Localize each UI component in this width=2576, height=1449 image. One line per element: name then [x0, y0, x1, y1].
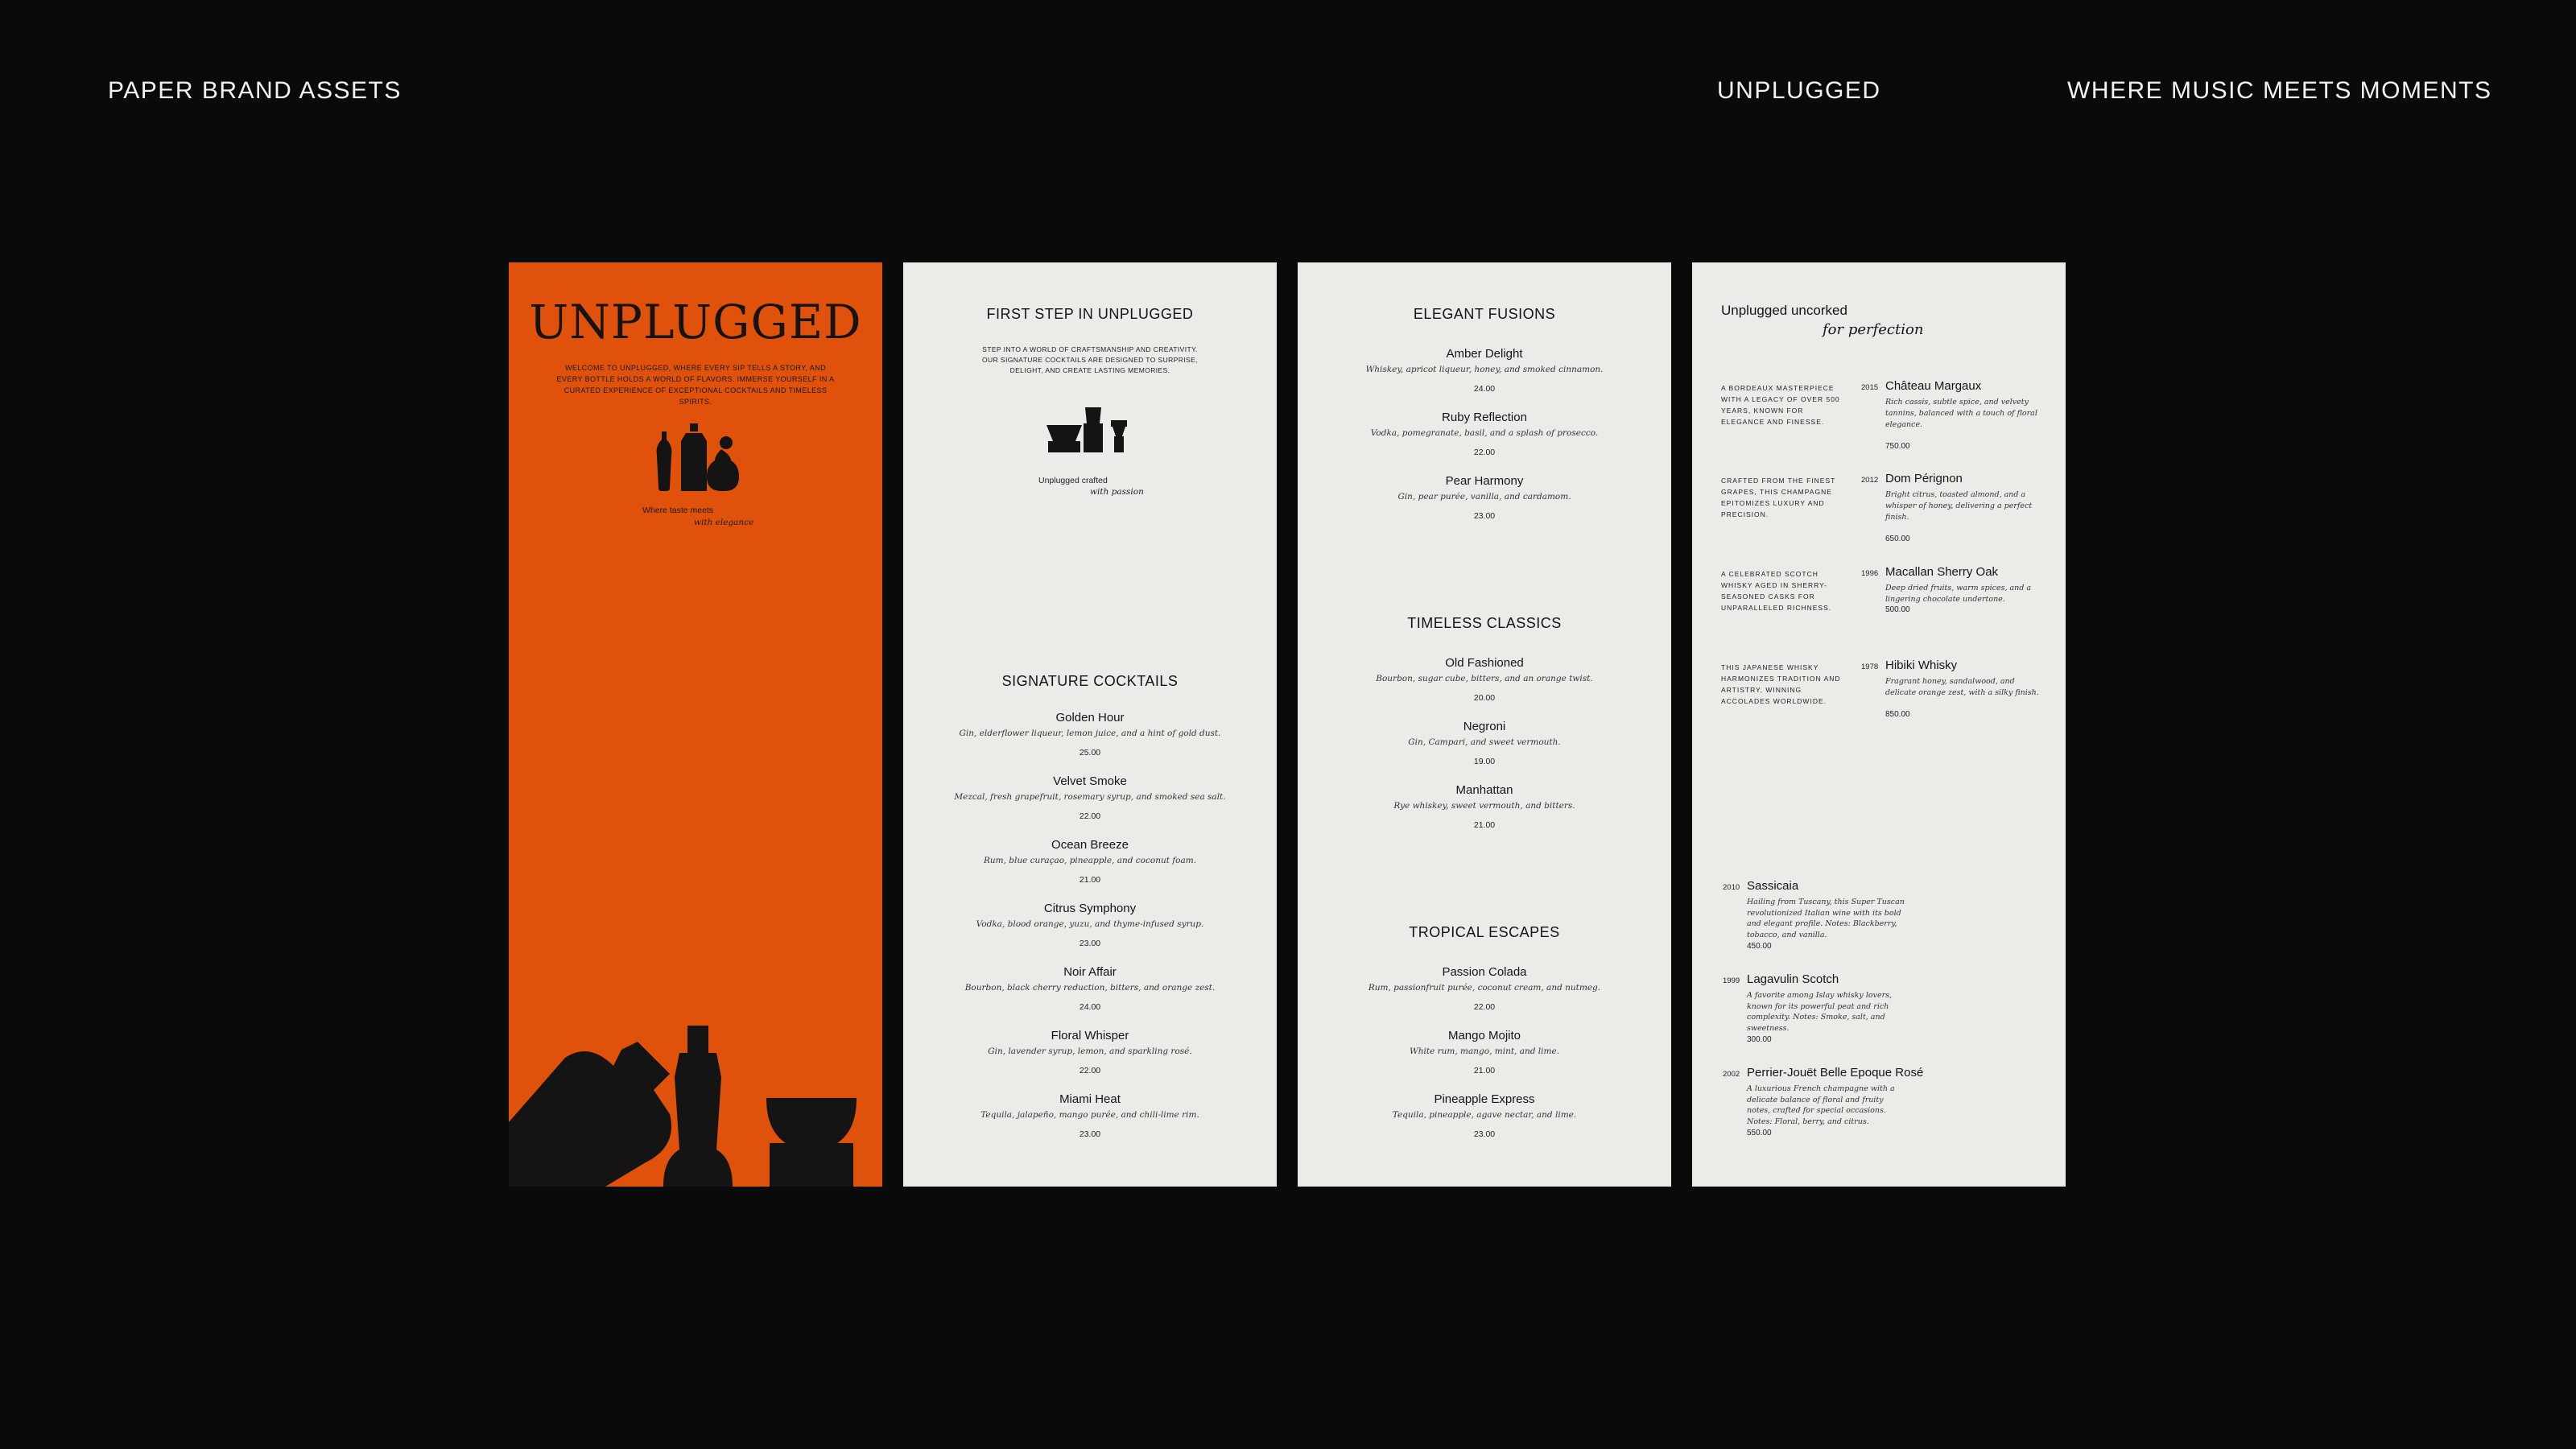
menu1-intro: STEP INTO A WORLD OF CRAFTSMANSHIP AND CREATIVITY. OUR SIGNATURE COCKTAILS ARE DESIGNED TO SURPRISE, DELIGHT, AND CREATE LASTING MEMORIES. — [982, 345, 1198, 374]
menu-item-price: 24.00 — [1473, 384, 1496, 394]
wine-entry — [1692, 472, 2066, 560]
menu-item-name: Negroni — [1463, 720, 1506, 733]
menu-item — [903, 964, 1277, 1012]
menu-item — [1298, 473, 1671, 521]
menu-item-price: 19.00 — [1473, 757, 1496, 766]
menu-item-name: Noir Affair — [1063, 965, 1117, 979]
wine-price: 450.00 — [1747, 942, 1772, 951]
menu-item — [1298, 410, 1671, 457]
menu-item-desc: Gin, Campari, and sweet vermouth. — [1408, 737, 1561, 747]
wine-entry — [1692, 972, 2066, 1061]
cover-card — [509, 262, 882, 1187]
wine-note: Rich cassis, subtle spice, and velvety tannins, balanced with a touch of floral elegance. — [1885, 398, 2037, 429]
wine-note: A favorite among Islay whisky lovers, known for its powerful peat and rich complexity. Notes: Smoke, salt, and sweetness. — [1747, 991, 1893, 1033]
wine-entry — [1692, 658, 2066, 747]
menu-item-price: 24.00 — [1079, 1002, 1101, 1012]
header-left-label: PAPER BRAND ASSETS — [108, 77, 402, 104]
menu-item-price: 23.00 — [1473, 1129, 1496, 1139]
wine-desc: CRAFTED FROM THE FINEST GRAPES, THIS CHAMPAGNE EPITOMIZES LUXURY AND PRECISION. — [1721, 477, 1836, 518]
wine-name: Hibiki Whisky — [1885, 658, 1958, 672]
menu1-tagline-1: Unplugged crafted — [1038, 476, 1108, 485]
wine-entry — [1692, 379, 2066, 468]
menu-item-name: Pear Harmony — [1445, 474, 1524, 488]
menu-item-desc: Tequila, jalapeño, mango purée, and chili-lime rim. — [980, 1110, 1199, 1120]
menu-item — [1298, 719, 1671, 766]
menu-item — [903, 1028, 1277, 1075]
large-bottle-illustration-icon — [509, 985, 882, 1187]
wine-name: Lagavulin Scotch — [1747, 972, 1839, 986]
menu-item — [1298, 782, 1671, 830]
menu-item-price: 22.00 — [1473, 448, 1496, 457]
menu-item-name: Mango Mojito — [1447, 1029, 1521, 1042]
wine-year: 2015 — [1861, 383, 1879, 392]
menu-item-desc: Gin, lavender syrup, lemon, and sparkling rosé. — [988, 1046, 1192, 1056]
menu-item-desc: Rum, blue curaçao, pineapple, and coconut foam. — [983, 856, 1197, 865]
menu1-section-title: SIGNATURE COCKTAILS — [1001, 673, 1179, 689]
menu-card-wines — [1692, 262, 2066, 1187]
menu-card-fusions — [1298, 262, 1671, 1187]
menu-item-desc: Vodka, blood orange, yuzu, and thyme-infused syrup. — [976, 919, 1204, 929]
wine-price: 650.00 — [1885, 535, 1910, 543]
menu-item-name: Old Fashioned — [1445, 656, 1524, 670]
wine-note: Deep dried fruits, warm spices, and a lingering chocolate undertone. — [1885, 584, 2032, 604]
menu-item-price: 23.00 — [1079, 1129, 1101, 1139]
wine-year: 1996 — [1861, 569, 1879, 578]
menu-item — [903, 1092, 1277, 1139]
menu3-heading-2: for perfection — [1823, 321, 1924, 338]
menu-item-desc: Gin, elderflower liqueur, lemon juice, and a hint of gold dust. — [959, 729, 1221, 738]
cover-tagline-2: with elegance — [694, 518, 754, 527]
wine-price: 750.00 — [1885, 442, 1910, 451]
wine-note: Fragrant honey, sandalwood, and delicate orange zest, with a silky finish. — [1885, 677, 2039, 697]
menu-item-name: Citrus Symphony — [1043, 902, 1137, 915]
menu-item-desc: Rye whiskey, sweet vermouth, and bitters. — [1393, 801, 1575, 811]
wine-year: 2012 — [1861, 476, 1879, 485]
cocktail-glasses-icon — [1040, 399, 1140, 464]
wine-price: 500.00 — [1885, 605, 1910, 614]
menu-item-desc: Whiskey, apricot liqueur, honey, and smoked cinnamon. — [1365, 365, 1604, 374]
menu-item-price: 21.00 — [1079, 875, 1101, 885]
wine-year: 2010 — [1723, 883, 1740, 892]
menu1-tagline-2: with passion — [1090, 487, 1144, 497]
menu-item-price: 21.00 — [1473, 820, 1496, 830]
menu-item-desc: Mezcal, fresh grapefruit, rosemary syrup, and smoked sea salt. — [954, 792, 1226, 802]
wine-year: 1999 — [1723, 976, 1740, 985]
menu-item-price: 23.00 — [1473, 511, 1496, 521]
wine-year: 2002 — [1723, 1070, 1740, 1079]
menu-item-desc: Rum, passionfruit purée, coconut cream, and nutmeg. — [1368, 983, 1601, 993]
wine-name: Sassicaia — [1747, 879, 1799, 893]
cover-brand-title: UNPLUGGED — [529, 295, 862, 349]
wine-name: Macallan Sherry Oak — [1885, 565, 1999, 579]
header-right-label: WHERE MUSIC MEETS MOMENTS — [2067, 77, 2492, 104]
wine-note: A luxurious French champagne with a delicate balance of floral and fruity notes, crafted for special occasions. Notes: Floral, berry, and citrus. — [1747, 1084, 1895, 1126]
menu-item-desc: Gin, pear purée, vanilla, and cardamom. — [1397, 492, 1571, 502]
menu-item-name: Golden Hour — [1055, 711, 1125, 724]
menu-item — [903, 710, 1277, 758]
cover-tagline-1: Where taste meets — [642, 506, 714, 515]
menu-item-name: Manhattan — [1455, 783, 1513, 797]
wine-desc: A CELEBRATED SCOTCH WHISKY AGED IN SHERRY-SEASONED CASKS FOR UNPARALLELED RICHNESS. — [1721, 570, 1832, 612]
wine-price: 300.00 — [1747, 1035, 1772, 1044]
menu-item-price: 22.00 — [1079, 811, 1101, 821]
wine-name: Château Margaux — [1885, 379, 1982, 393]
menu2-section-title: TROPICAL ESCAPES — [1409, 924, 1560, 940]
wine-price: 850.00 — [1885, 710, 1910, 719]
menu-item-desc: White rum, mango, mint, and lime. — [1409, 1046, 1560, 1056]
wine-entry — [1692, 565, 2066, 654]
wine-year: 1978 — [1861, 663, 1879, 671]
menu-item-name: Ruby Reflection — [1442, 411, 1527, 424]
menu-item-desc: Bourbon, black cherry reduction, bitters, and orange zest. — [964, 983, 1216, 993]
menu-item-price: 20.00 — [1473, 693, 1496, 703]
menu-item — [1298, 346, 1671, 394]
wine-price: 550.00 — [1747, 1129, 1772, 1137]
menu-item — [903, 837, 1277, 885]
menu-item-price: 21.00 — [1473, 1066, 1496, 1075]
menu-item — [1298, 655, 1671, 703]
menu3-heading-1: Unplugged uncorked — [1721, 303, 1847, 318]
menu-item-name: Miami Heat — [1059, 1092, 1121, 1106]
wine-entry — [1692, 1066, 2066, 1154]
wine-note: Hailing from Tuscany, this Super Tuscan revolutionized Italian wine with its bold and elegant profile. Notes: Blackberry, tobacco, and vanilla. — [1747, 898, 1905, 939]
menu-item-desc: Tequila, pineapple, agave nectar, and lime. — [1392, 1110, 1577, 1120]
menu-item — [1298, 964, 1671, 1012]
wine-desc: THIS JAPANESE WHISKY HARMONIZES TRADITION AND ARTISTRY, WINNING ACCOLADES WORLDWIDE. — [1721, 663, 1841, 705]
menu-item — [1298, 1028, 1671, 1075]
menu-item-price: 25.00 — [1079, 748, 1101, 758]
menu-item — [903, 901, 1277, 948]
menu1-title: FIRST STEP IN UNPLUGGED — [986, 306, 1194, 322]
menu-item-name: Velvet Smoke — [1053, 774, 1127, 788]
wine-name: Dom Pérignon — [1885, 472, 1963, 485]
menu-item-desc: Vodka, pomegranate, basil, and a splash of prosecco. — [1370, 428, 1599, 438]
header-center-label: UNPLUGGED — [1717, 77, 1881, 104]
wine-name: Perrier-Jouët Belle Epoque Rosé — [1747, 1066, 1924, 1080]
menu-item-name: Floral Whisper — [1051, 1029, 1129, 1042]
wine-entry — [1692, 879, 2066, 968]
menu-item-name: Passion Colada — [1442, 965, 1527, 979]
menu-item-price: 22.00 — [1473, 1002, 1496, 1012]
menu-item-name: Ocean Breeze — [1051, 838, 1129, 852]
menu-item-name: Pineapple Express — [1434, 1092, 1535, 1106]
menu2-section-title: TIMELESS CLASSICS — [1407, 615, 1562, 631]
menu2-section-title: ELEGANT FUSIONS — [1413, 306, 1556, 322]
menu-item — [903, 774, 1277, 821]
wine-desc: A BORDEAUX MASTERPIECE WITH A LEGACY OF OVER 500 YEARS, KNOWN FOR ELEGANCE AND FINESSE. — [1721, 384, 1840, 426]
wine-note: Bright citrus, toasted almond, and a whisper of honey, delivering a perfect finish. — [1885, 490, 2033, 522]
menu-item-price: 22.00 — [1079, 1066, 1101, 1075]
menu-item-price: 23.00 — [1079, 939, 1101, 948]
menu-item — [1298, 1092, 1671, 1139]
bottle-silhouettes-icon — [646, 423, 745, 496]
menu-card-signature — [903, 262, 1277, 1187]
menu-item-desc: Bourbon, sugar cube, bitters, and an orange twist. — [1376, 674, 1593, 683]
menu-item-name: Amber Delight — [1446, 347, 1523, 361]
cover-welcome-text: WELCOME TO UNPLUGGED, WHERE EVERY SIP TELLS A STORY, AND EVERY BOTTLE HOLDS A WORLD OF FLAVORS. IMMERSE YOURSELF IN A CURATED EXPERIENCE OF EXCEPTIONAL COCKTAILS AND TIMELESS SPIRITS. — [556, 364, 835, 406]
